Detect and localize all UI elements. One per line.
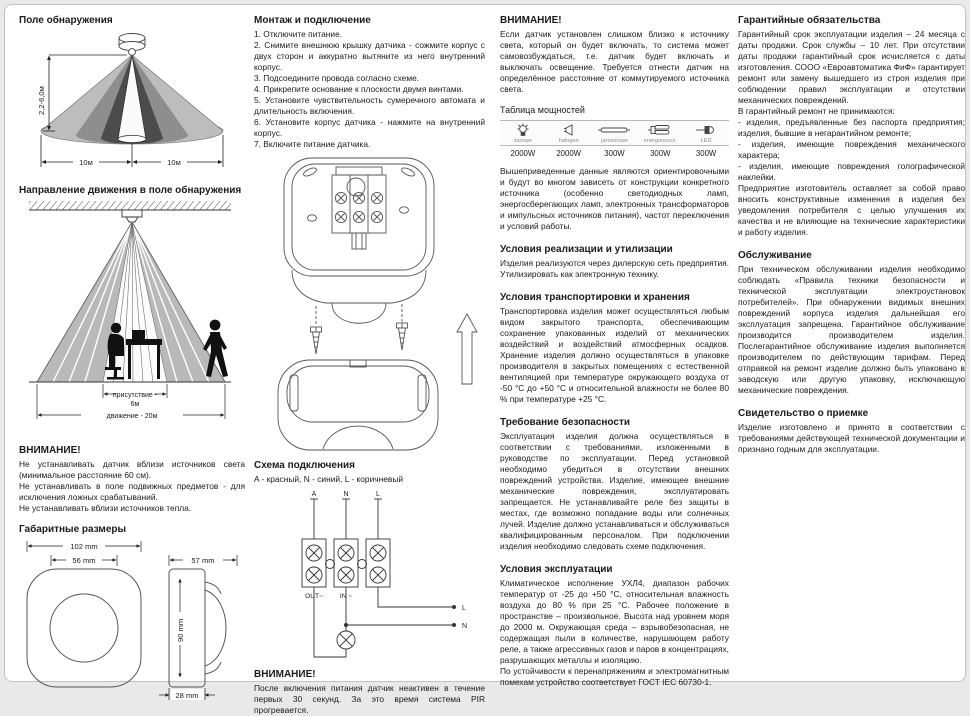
power-table-values [500, 149, 729, 158]
mount-step: 2. Снимите внешнюю крышку датчика - сожмите корпус с двух сторон и аккуратно вытяните из него внутренний корпус. [254, 40, 485, 72]
section-heading-warranty: Гарантийные обязательства [738, 15, 881, 26]
power-note-paragraph: Вышеприведенные данные являются ориентировочными и будут во многом зависеть от конструкции конкретного источника (особенно светодиодных ламп, энергосберегающих ламп, электронных трансформаторов и импульсных источников питания), частот переключения и условий работы. [500, 166, 729, 231]
power-table-cell [592, 123, 638, 144]
section-heading-mounting: Монтаж и подключение [254, 15, 371, 26]
warning-heading-col1: ВНИМАНИЕ! [19, 445, 81, 456]
section-heading-direction: Направление движения в поле обнаружения [19, 185, 242, 196]
ten-right-label: 10м [167, 158, 181, 167]
power-type-label: energooszcz. [643, 138, 677, 144]
warning-paragraph: Не устанавливать в поле подвижных предметов - для исключения ложных срабатываний. [19, 481, 245, 502]
front-outer-dim-label: 102 mm [70, 542, 98, 551]
service-paragraph: При техническом обслуживании изделия необходимо соблюдать «Правила техники безопасности и технической эксплуатации электроустановок потребителей». При обнаружении видимых внешних повреждений корпуса изделия дальнейшая его эксплуатация запрещена. Гарантийное обслуживание производится производителем изделия. Послегарантийное обслуживание изделия выполняется производителем по действующим тарифам. Перед отправкой на ремонт изделие должно быть упаковано в заводскую или другую упаковку, исключающую механические повреждения. [738, 264, 965, 395]
power-value: 2000W [510, 149, 536, 158]
warranty-paragraph: В гарантийный ремонт не принимаются: [738, 106, 895, 116]
section-heading-acceptance: Свидетельство о приемке [738, 408, 869, 419]
power-table-cell [637, 123, 683, 144]
warning-heading-col3: ВНИМАНИЕ! [500, 15, 562, 26]
power-table-cell [500, 123, 546, 144]
warning-paragraph: Не устанавливать вблизи источников тепла. [19, 503, 192, 513]
side-height-dim-label: 90 mm [176, 618, 185, 642]
section-heading-realization: Условия реализации и утилизации [500, 244, 673, 255]
terminal-l-label: L [376, 491, 380, 498]
warning-heading-col2: ВНИМАНИЕ! [254, 669, 316, 680]
section-heading-safety: Требование безопасности [500, 417, 631, 428]
safety-paragraph: Эксплуатация изделия должна осуществляться в соответствии с требованиями, изложенными в руководстве по эксплуатации. Перед установкой необходимо убедиться в отсутствии внешних повреждений устройства. Изделие, имеющее внешние механические повреждения, эксплуатировать запрещается. Не устанавливайте реле без защиты в местах, где возможно попадание воды или солнечных лучей. Изделие должно устанавливаться и обслуживаться квалифицированным персоналом. При подключении изделия необходимо следовать схеме подключения. [500, 431, 729, 551]
section-heading-wiring: Схема подключения [254, 460, 355, 471]
terminal-a-label: A [311, 491, 317, 498]
mount-step: 7. Включите питание датчика. [254, 139, 371, 149]
column-detection [19, 15, 245, 704]
ten-left-label: 10м [79, 158, 93, 167]
front-inner-dim-label: 56 mm [72, 556, 96, 565]
warranty-paragraph: Гарантийный срок эксплуатации изделия – 24 месяца с даты продажи. Срок службы – 10 лет. При отсутствии даты продажи гарантийный срок исчисляется с даты изготовления. СООО «Евроавтоматика ФиФ» гарантирует ремонт или замену вышедшего из строя изделия при соблюдении правил эксплуатации и отсутствии механических повреждений. [738, 29, 965, 105]
warning-paragraph: После включения питания датчик неактивен в течение первых 30 секунд. За это время система PIR прогревается. [254, 683, 485, 715]
detection-field-diagram [19, 29, 241, 179]
power-type-label: halogen [558, 138, 579, 144]
in-label: IN ~ [339, 593, 353, 600]
side-view-dimensions [159, 555, 237, 700]
mount-step: 5. Установите чувствительность сумеречного автомата и длительность включения. [254, 95, 485, 116]
mounting-screw-icon [397, 304, 408, 350]
power-value: 300W [695, 149, 717, 158]
mounting-screw-icon [311, 306, 322, 354]
warranty-bullet: - изделия, предъявленные без паспорта предприятия; изделия, бывшие в негарантийном ремонте; [738, 117, 965, 138]
detection-cones [41, 55, 223, 144]
mount-step: 1. Отключите питание. [254, 29, 343, 39]
mount-step: 6. Установите корпус датчика - нажмите на внутренний корпус. [254, 117, 485, 138]
warranty-paragraph: Предприятие изготовитель оставляет за собой право вносить конструктивные изменения в изделия без уведомления потребителя с целью улучшения их качества и не влияющие на технические характеристики и работу изделия. [738, 183, 965, 237]
front-view-drawing [27, 569, 141, 687]
up-arrow-icon [457, 314, 477, 384]
operation-paragraph: По устойчивости к перенапряжениям и электромагнитным помехам устройство соответствует ГОСТ IEC 60730-1. [500, 666, 729, 687]
power-type-label: żarowe [513, 138, 532, 144]
side-depth-dim-label: 28 mm [175, 691, 199, 700]
warning-paragraph: Если датчик установлен слишком близко к источнику света, который он будет включать, то система может самовозбуждаться, т.е. датчик будет включать и выключать освещение. Требуется отнести датчик на определённое расстояние от коммутируемого источника света. [500, 29, 729, 94]
power-table-cell [546, 123, 592, 144]
terminal-n-label: N [343, 491, 349, 498]
warranty-bullet: - изделия, имеющие повреждения механического характера; [738, 139, 965, 160]
realization-paragraph: Изделия реализуются через дилерскую сеть предприятия. Утилизировать как электронную технику. [500, 258, 729, 279]
manual-page [4, 4, 966, 715]
led-lamp-icon [683, 123, 729, 137]
power-type-label: jarzeniowe [601, 138, 628, 144]
sensor-icon [122, 210, 142, 222]
section-heading-detection-field: Поле обнаружения [19, 15, 113, 26]
wiring-legend: A - красный, N - синий, L - коричневый [254, 474, 404, 484]
warning-paragraph: Не устанавливать датчик вблизи источников света (минимальное расстояние 60 см). [19, 459, 245, 480]
presence-label: присутствие - [112, 392, 158, 399]
power-table-title: Таблица мощностей [500, 105, 585, 115]
out-label: OUT~ [305, 593, 323, 600]
power-table-cell [683, 123, 729, 144]
energy-saving-lamp-icon [637, 123, 683, 137]
mount-step: 3. Подсоедините провода согласно схеме. [254, 73, 420, 83]
column-mounting [254, 15, 485, 716]
power-table [500, 120, 729, 146]
section-heading-operation: Условия эксплуатации [500, 564, 613, 575]
power-value: 300W [650, 149, 671, 158]
incandescent-lamp-icon [500, 123, 546, 137]
power-type-label: LED [700, 138, 712, 144]
column-conditions [500, 15, 729, 688]
fluorescent-lamp-icon [592, 123, 638, 137]
section-heading-service: Обслуживание [738, 250, 812, 261]
operation-paragraph: Климатическое исполнение УХЛ4, диапазон рабочих температур от -25 до +50 °С, относительная влажность воздуха до 80 % при 25 °С. Рабочее положение в пространстве – произвольное. Высота над уровнем моря до 2000 м. Окружающая среда – взрывобезопасная, не содержащая пыли в количестве, нарушающем работу реле, а также агрессивных газов и паров в концентрациях, разрушающих металлы и изоляцию. [500, 578, 729, 665]
column-warranty [738, 15, 965, 455]
outer-housing-drawing [278, 360, 438, 450]
transport-paragraph: Транспортировка изделия может осуществляться любым видом закрытого транспорта, обеспечивающим сохранение упакованных изделий от механических воздействий и воздействий атмосферных осадков. Хранение изделия должно осуществляться в упаковке производителя в закрытых помещениях с естественной вентиляцией при температуре окружающего воздуха от -50 °С до +50 °С и относительной влажности не более 80 % при температуре +25 °С. [500, 306, 729, 404]
warranty-bullet: - изделия, имеющие повреждения голографической наклейки. [738, 161, 965, 182]
side-width-dim-label: 57 mm [191, 556, 215, 565]
movement-label: движение - 20м [106, 413, 158, 420]
device-exploded-diagram [254, 154, 486, 454]
section-heading-dimensions: Габаритные размеры [19, 524, 127, 535]
power-value: 300W [604, 149, 625, 158]
section-heading-transport: Условия транспортировки и хранения [500, 292, 690, 303]
ceiling-sensor-icon [119, 34, 145, 56]
wiring-diagram [254, 487, 484, 663]
sensor-base-drawing [284, 158, 434, 323]
neutral-wire-label: N [462, 623, 468, 630]
line-wire-label: L [462, 605, 466, 612]
ceiling-hatch [29, 201, 231, 210]
acceptance-paragraph: Изделие изготовлено и принято в соответствии с требованиями действующей технической документации и признано годным для эксплуатации. [738, 422, 965, 454]
movement-direction-diagram [19, 199, 241, 437]
mount-step: 4. Прикрепите основание к плоскости двумя винтами. [254, 84, 464, 94]
dimensions-diagram [19, 538, 243, 704]
presence-value: 6м [130, 401, 140, 408]
halogen-lamp-icon [546, 123, 592, 137]
height-label: 2,2-6,0м [37, 86, 46, 115]
power-value: 2000W [556, 149, 582, 158]
